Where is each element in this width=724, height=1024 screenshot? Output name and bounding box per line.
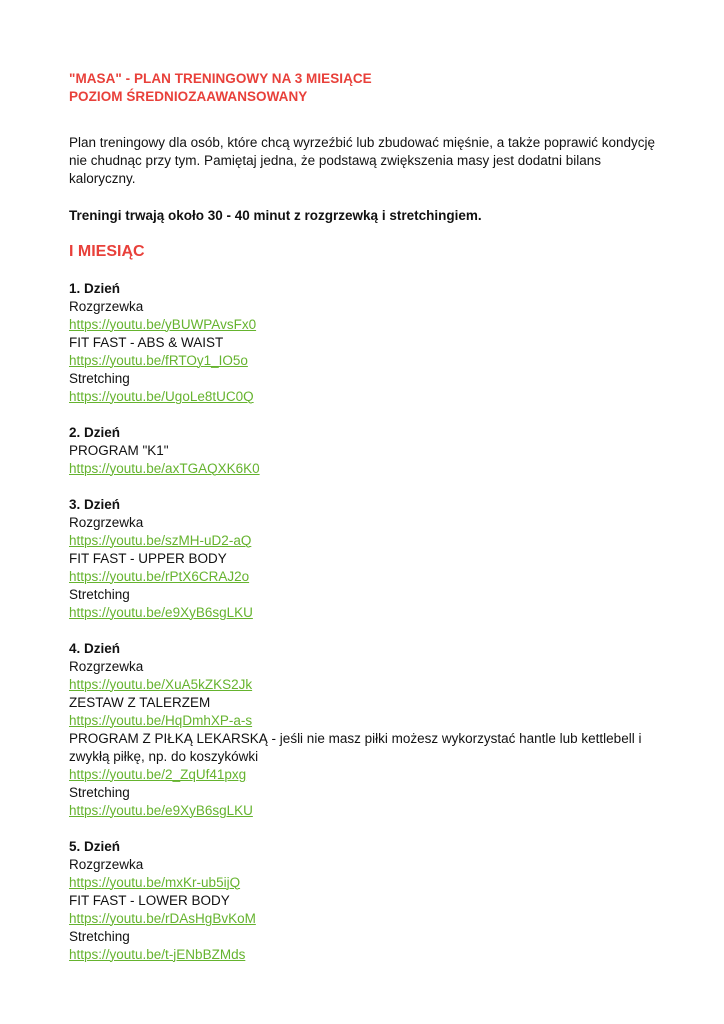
exercise-label: Rozgrzewka [69, 659, 144, 674]
title-line-2: POZIOM ŚREDNIOZAAWANSOWANY [69, 89, 308, 104]
exercise-label: Rozgrzewka [69, 857, 144, 872]
month-heading: I MIESIĄC [69, 243, 145, 260]
day-list [69, 280, 669, 964]
video-link[interactable]: https://youtu.be/szMH-uD2-aQ [69, 533, 252, 548]
day-title: 1. Dzień [69, 281, 121, 296]
exercise-label: FIT FAST - UPPER BODY [69, 551, 227, 566]
video-link[interactable]: https://youtu.be/e9XyB6sgLKU [69, 803, 253, 818]
title-line-1: "MASA" - PLAN TRENINGOWY NA 3 MIESIĄCE [69, 71, 372, 86]
exercise-label: ZESTAW Z TALERZEM [69, 695, 211, 710]
video-link[interactable]: https://youtu.be/HqDmhXP-a-s [69, 713, 253, 728]
day-section [69, 424, 669, 478]
video-link[interactable]: https://youtu.be/fRTOy1_IO5o [69, 353, 248, 368]
exercise-label: FIT FAST - LOWER BODY [69, 893, 230, 908]
video-link[interactable]: https://youtu.be/axTGAQXK6K0 [69, 461, 260, 476]
exercise-label: Stretching [69, 785, 130, 800]
exercise-label: Rozgrzewka [69, 299, 144, 314]
day-title: 5. Dzień [69, 839, 121, 854]
exercise-label: PROGRAM "K1" [69, 443, 169, 458]
day-section [69, 496, 669, 622]
exercise-label: Rozgrzewka [69, 515, 144, 530]
video-link[interactable]: https://youtu.be/rDAsHgBvKoM [69, 911, 256, 926]
video-link[interactable]: https://youtu.be/2_ZqUf41pxg [69, 767, 247, 782]
video-link[interactable]: https://youtu.be/t-jENbBZMds [69, 947, 246, 962]
document-page [69, 70, 669, 964]
day-title: 3. Dzień [69, 497, 121, 512]
video-link[interactable]: https://youtu.be/rPtX6CRAJ2o [69, 569, 250, 584]
day-section [69, 280, 669, 406]
video-link[interactable]: https://youtu.be/XuA5kZKS2Jk [69, 677, 253, 692]
exercise-label: Stretching [69, 929, 130, 944]
page-title [69, 70, 669, 106]
video-link[interactable]: https://youtu.be/e9XyB6sgLKU [69, 605, 253, 620]
exercise-label: PROGRAM Z PIŁKĄ LEKARSKĄ - jeśli nie masz piłki możesz wykorzystać hantle lub kettlebell i zwykłą piłkę, np. do koszykówki [69, 731, 642, 764]
exercise-label: FIT FAST - ABS & WAIST [69, 335, 224, 350]
exercise-label: Stretching [69, 371, 130, 386]
video-link[interactable]: https://youtu.be/UgoLe8tUC0Q [69, 389, 254, 404]
duration-note: Treningi trwają około 30 - 40 minut z rozgrzewką i stretchingiem. [69, 208, 482, 223]
day-title: 4. Dzień [69, 641, 121, 656]
video-link[interactable]: https://youtu.be/mxKr-ub5ijQ [69, 875, 241, 890]
video-link[interactable]: https://youtu.be/yBUWPAvsFx0 [69, 317, 257, 332]
day-section [69, 640, 669, 820]
exercise-label: Stretching [69, 587, 130, 602]
day-section [69, 838, 669, 964]
intro-paragraph: Plan treningowy dla osób, które chcą wyrzeźbić lub zbudować mięśnie, a także poprawić kondycję nie chudnąc przy tym. Pamiętaj jedna, że podstawą zwiększenia masy jest dodatni bilans kaloryczny. [69, 135, 656, 186]
day-title: 2. Dzień [69, 425, 121, 440]
